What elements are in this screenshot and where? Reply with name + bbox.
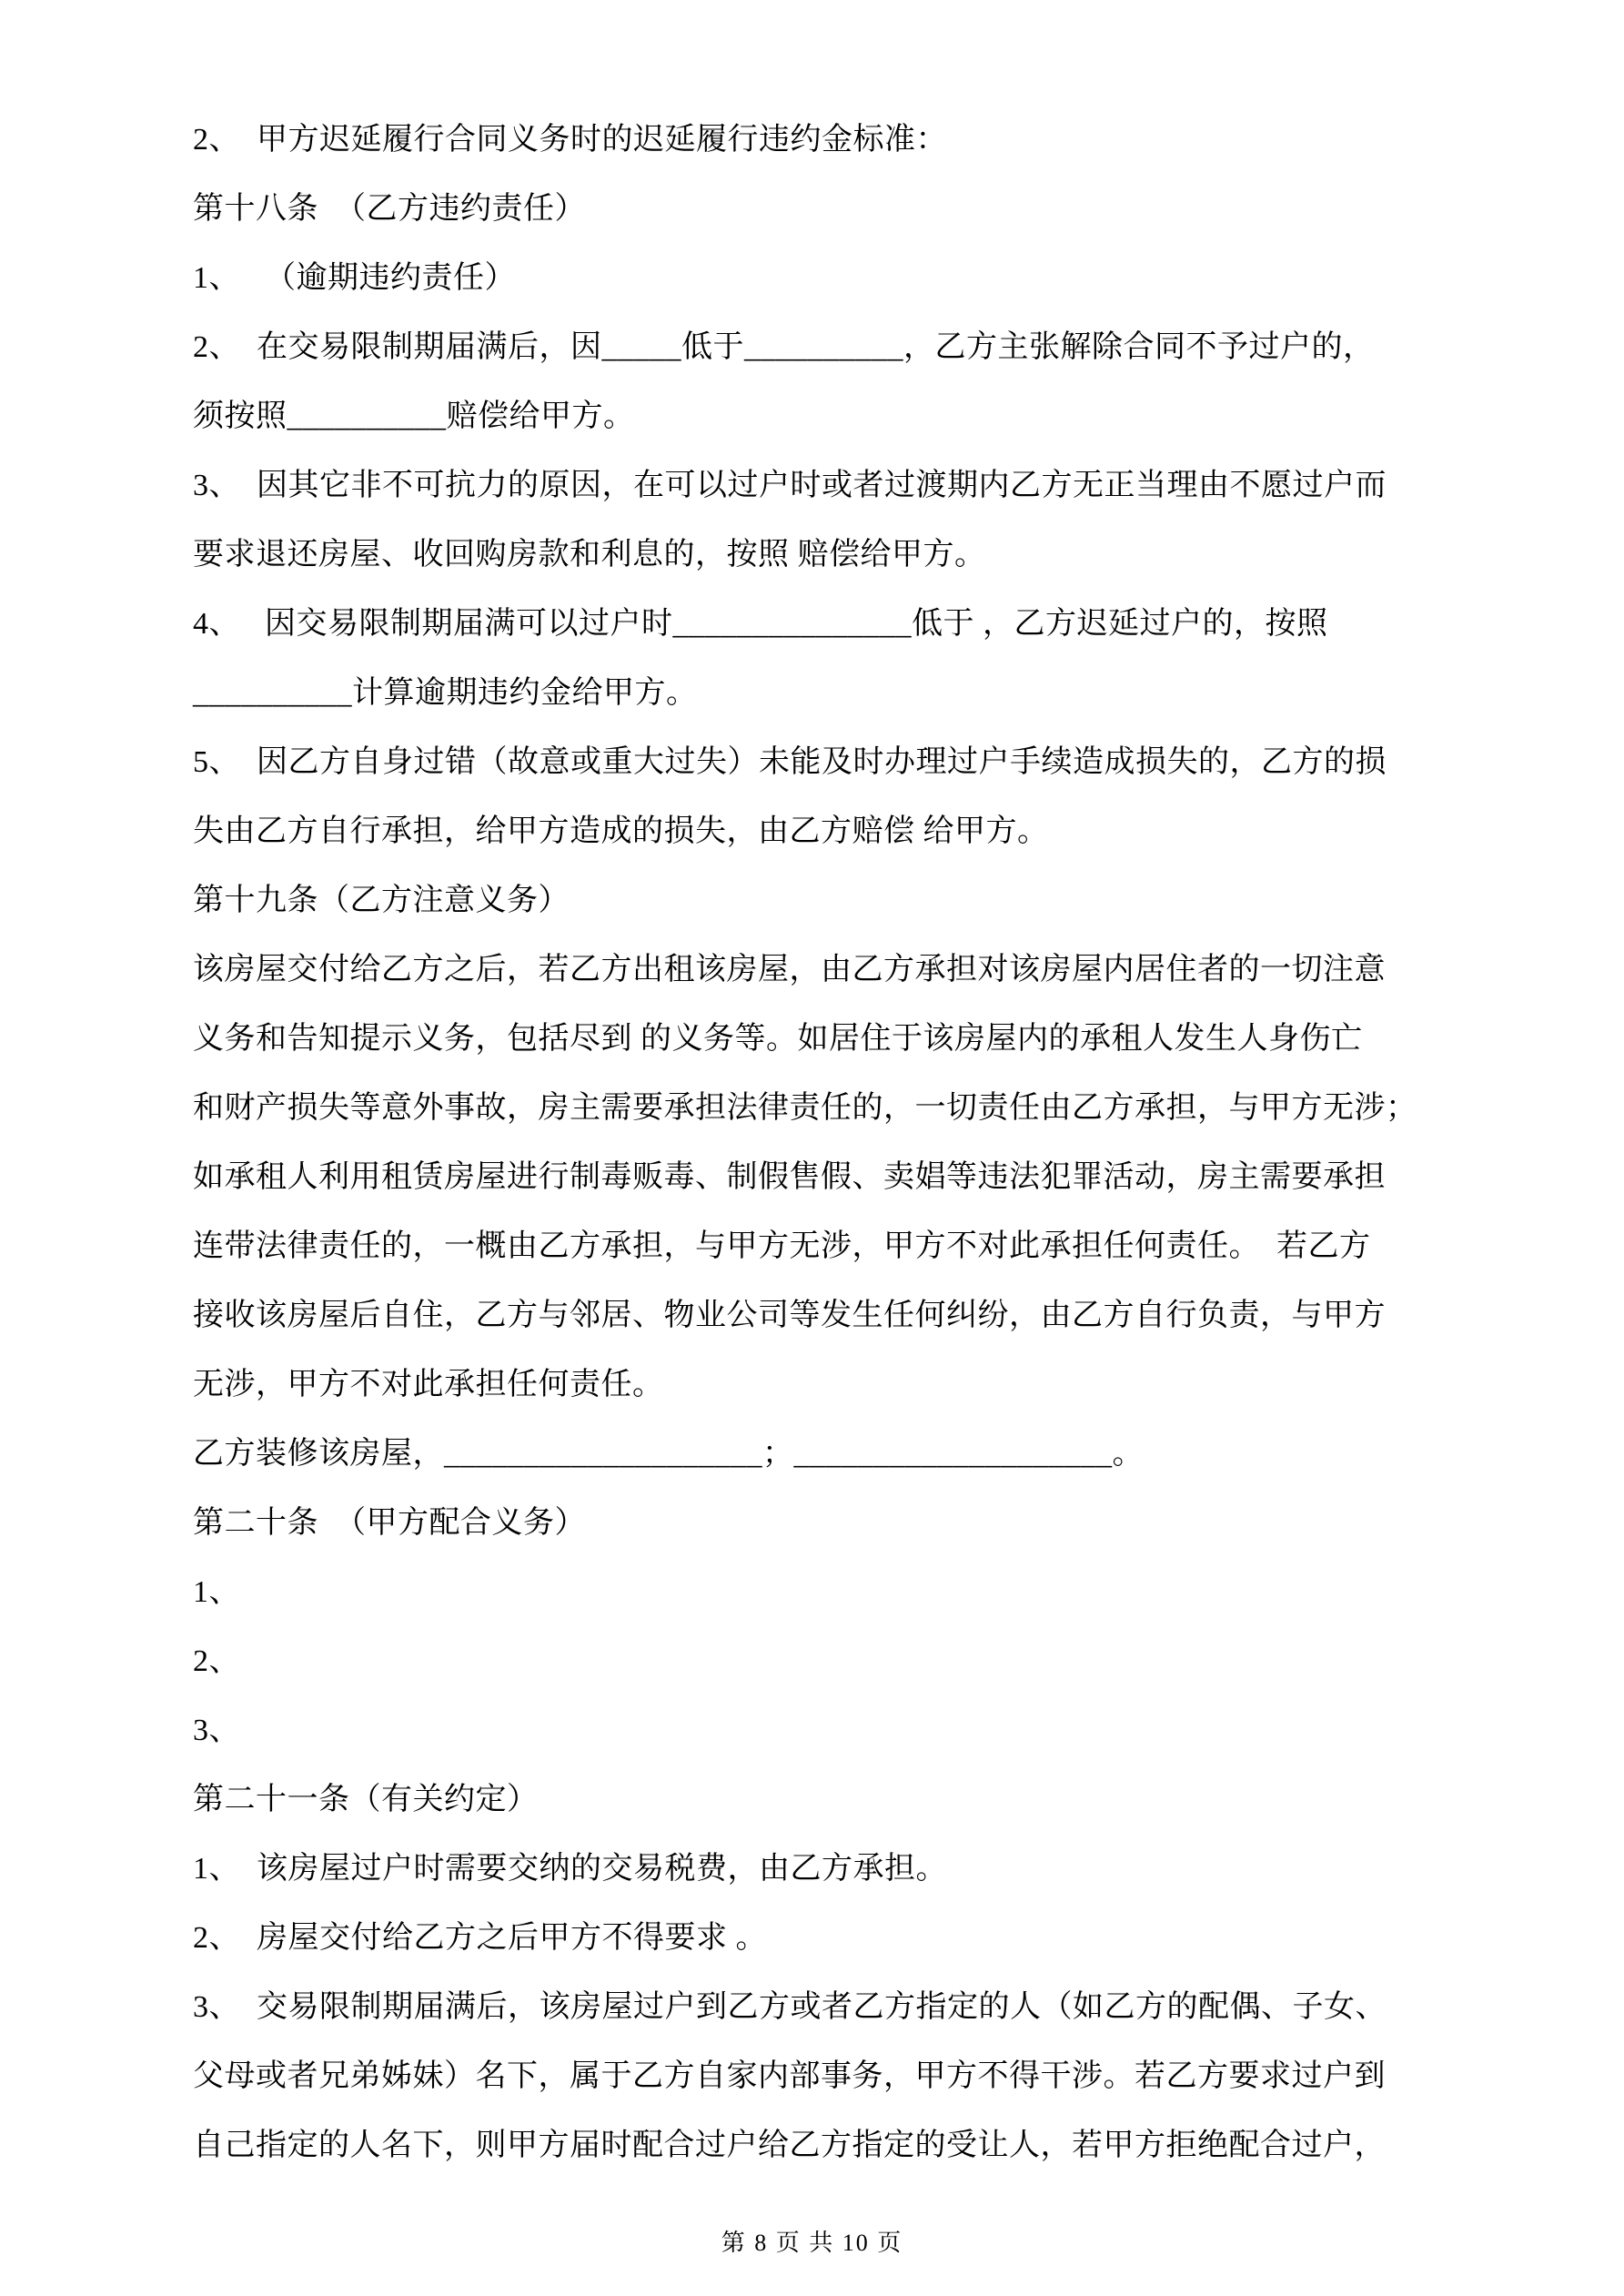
section-heading: 第二十条 （甲方配合义务） [193,1506,586,1540]
list-item: 3、 [193,1714,240,1747]
paragraph-line: 失由乙方自行承担，给甲方造成的损失，由乙方赔偿 给甲方。 [193,814,1049,848]
paragraph-line: 4、 因交易限制期届满可以过户时_______________低于 ，乙方迟延过户的，按照 [193,607,1328,641]
paragraph-line: 乙方装修该房屋，____________________；____________________。 [193,1437,1144,1471]
paragraph-line: 无涉，甲方不对此承担任何责任。 [193,1368,664,1401]
section-heading: 第二十一条（有关约定） [193,1783,539,1816]
paragraph-line: 1、 （逾期违约责任） [193,261,516,295]
page-footer: 第 8 页 共 10 页 [721,2230,903,2256]
paragraph-line: 自己指定的人名下，则甲方届时配合过户给乙方指定的受让人，若甲方拒绝配合过户， [193,2129,1386,2162]
paragraph-line: 2、 房屋交付给乙方之后甲方不得要求 。 [193,1921,767,1955]
paragraph-line: 义务和告知提示义务，包括尽到 的义务等。如居住于该房屋内的承租人发生人身伤亡 [193,1022,1363,1056]
paragraph-line: 2、 甲方迟延履行合同义务时的迟延履行违约金标准： [193,123,947,157]
paragraph-line: 要求退还房屋、收回购房款和利息的，按照 赔偿给甲方。 [193,538,986,571]
paragraph-line: 2、 在交易限制期届满后，因_____低于__________，乙方主张解除合同不予过户的， [193,330,1375,364]
list-item: 1、 [193,1575,240,1609]
section-heading: 第十八条 （乙方违约责任） [193,192,586,226]
paragraph-line: 该房屋交付给乙方之后，若乙方出租该房屋，由乙方承担对该房屋内居住者的一切注意 [193,953,1386,986]
paragraph-line: 父母或者兄弟姊妹）名下，属于乙方自家内部事务，甲方不得干涉。若乙方要求过户到 [193,2059,1386,2093]
section-heading: 第十九条（乙方注意义务） [193,884,570,917]
paragraph-line: 接收该房屋后自住，乙方与邻居、物业公司等发生任何纠纷，由乙方自行负责，与甲方 [193,1299,1386,1332]
paragraph-line: __________计算逾期违约金给甲方。 [193,676,698,710]
paragraph-line: 须按照__________赔偿给甲方。 [193,400,635,433]
list-item: 2、 [193,1644,240,1678]
paragraph-line: 5、 因乙方自身过错（故意或重大过失）未能及时办理过户手续造成损失的，乙方的损 [193,745,1387,779]
paragraph-line: 3、 因其它非不可抗力的原因，在可以过户时或者过渡期内乙方无正当理由不愿过户而 [193,469,1387,502]
paragraph-line: 和财产损失等意外事故，房主需要承担法律责任的，一切责任由乙方承担，与甲方无涉； [193,1091,1417,1125]
paragraph-line: 如承租人利用租赁房屋进行制毒贩毒、制假售假、卖娼等违法犯罪活动，房主需要承担 [193,1160,1386,1194]
paragraph-line: 3、 交易限制期届满后，该房屋过户到乙方或者乙方指定的人（如乙方的配偶、子女、 [193,1990,1387,2024]
contract-body [193,106,1437,2180]
paragraph-line: 1、 该房屋过户时需要交纳的交易税费，由乙方承担。 [193,1852,947,1886]
paragraph-line: 连带法律责任的，一概由乙方承担，与甲方无涉，甲方不对此承担任何责任。 若乙方 [193,1229,1371,1263]
